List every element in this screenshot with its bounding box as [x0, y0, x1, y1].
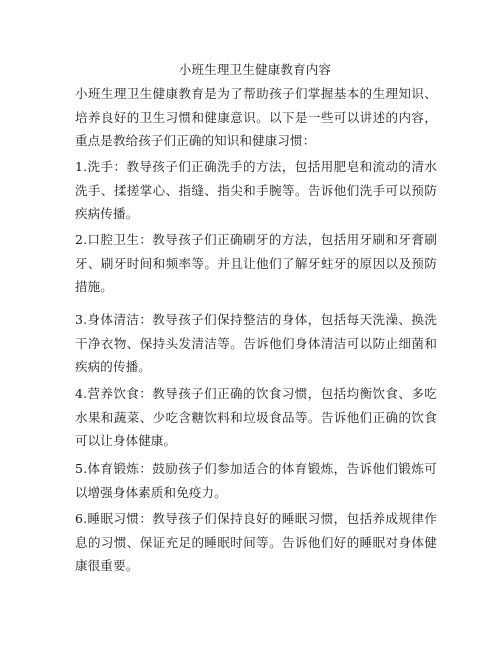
item-sleep: 6.睡眠习惯：教导孩子们保持良好的睡眠习惯，包括养成规律作息的习惯、保证充足的睡眠时间等。告诉他们好的睡眠对身体健康很重要。 — [75, 511, 437, 573]
item-oral-hygiene: 2.口腔卫生：教导孩子们正确刷牙的方法，包括用牙刷和牙膏刷牙、刷牙时间和频率等。并且让他们了解牙蛀牙的原因以及预防措施。 — [75, 232, 437, 294]
item-nutrition: 4.营养饮食：教导孩子们正确的饮食习惯，包括均衡饮食、多吃水果和蔬菜、少吃含糖饮料和垃圾食品等。告诉他们正确的饮食可以让身体健康。 — [75, 386, 437, 448]
item-handwashing: 1.洗手：教导孩子们正确洗手的方法，包括用肥皂和流动的清水洗手、揉搓掌心、指缝、指尖和手腕等。告诉他们洗手可以预防疾病传播。 — [75, 159, 437, 221]
intro-paragraph: 小班生理卫生健康教育是为了帮助孩子们掌握基本的生理知识、培养良好的卫生习惯和健康意识。以下是一些可以讲述的内容，重点是教给孩子们正确的知识和健康习惯： — [75, 86, 437, 148]
document-title: 小班生理卫生健康教育内容 — [178, 62, 332, 77]
item-exercise: 5.体育锻炼：鼓励孩子们参加适合的体育锻炼，告诉他们锻炼可以增强身体素质和免疫力。 — [75, 461, 437, 500]
item-body-cleanliness: 3.身体清洁：教导孩子们保持整洁的身体，包括每天洗澡、换洗干净衣物、保持头发清洁等。告诉他们身体清洁可以防止细菌和疾病的传播。 — [75, 312, 437, 374]
